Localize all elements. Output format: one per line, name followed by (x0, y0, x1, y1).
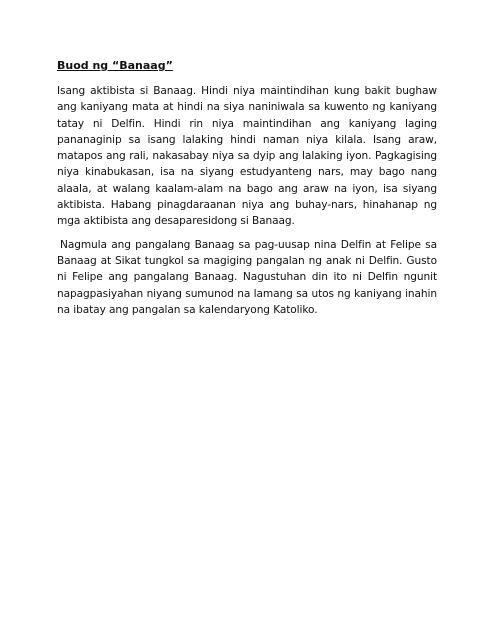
document-title: Buod ng “Banaag” (57, 59, 173, 72)
paragraph-1: Isang aktibista si Banaag. Hindi niya maintindihan kung bakit bughaw ang kaniyang mata at hindi na siya naniniwala sa kuwento ng kaniyang tatay ni Delfin. Hindi rin niya maintindihan ang kaniyang laging pananaginip sa isang lalaking hindi naman niya kilala. Isang araw, matapos ang rali, nakasabay niya sa dyip ang lalaking iyon. Pagkagising niya kinabukasan, isa na siyang estudyanteng nars, may bago nang alaala, at walang kaalam-alam na bago ang araw na iyon, isa siyang aktibista. Habang pinagdaraanan niya ang buhay-nars, hinahanap ng mga aktibista ang desaparesidong si Banaag. (57, 85, 437, 228)
document-page (57, 58, 437, 325)
paragraph-2: Nagmula ang pangalang Banaag sa pag-uusap nina Delfin at Felipe sa Banaag at Sikat tungkol sa magiging pangalan ng anak ni Delfin. Gusto ni Felipe ang pangalang Banaag. Nagustuhan din ito ni Delfin ngunit napagpasiyahan niyang sumunod na lamang sa utos ng kaniyang inahin na ibatay ang pangalan sa kalendaryong Katoliko. (57, 238, 437, 316)
